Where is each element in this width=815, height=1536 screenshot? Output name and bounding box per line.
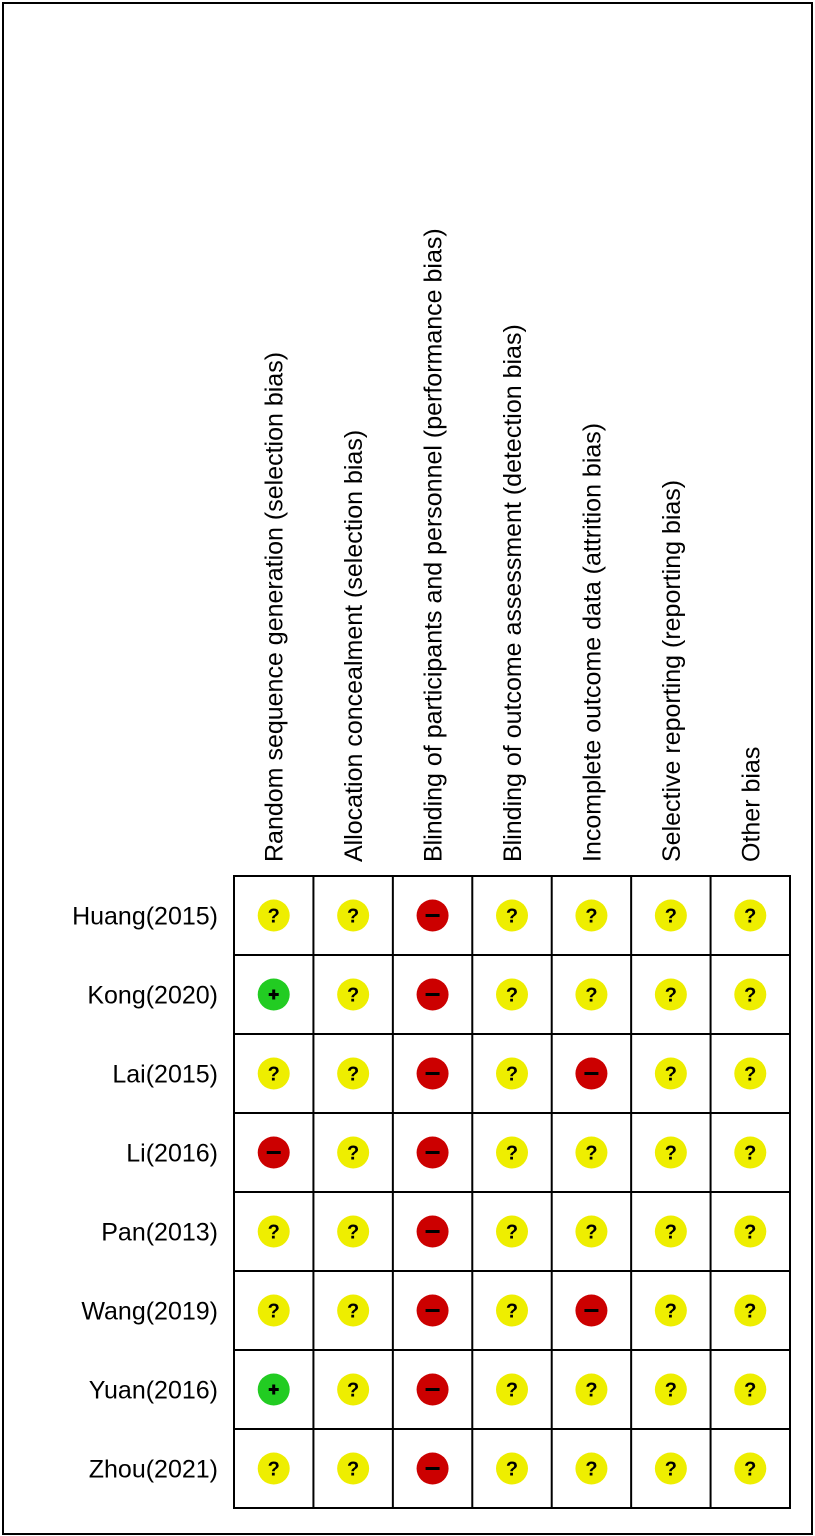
- question-mark-icon: ?: [347, 1458, 360, 1481]
- judgement-unclear-icon: [337, 1058, 369, 1090]
- minus-icon: [426, 1151, 440, 1154]
- minus-icon: [426, 1467, 440, 1470]
- minus-icon: [584, 1309, 598, 1312]
- domain-header-4: Blinding of outcome assessment (detection bias): [499, 324, 527, 862]
- question-mark-icon: ?: [347, 905, 360, 928]
- question-mark-icon: ?: [267, 905, 280, 928]
- question-mark-icon: ?: [505, 1458, 519, 1481]
- judgement-unclear-icon: [496, 1058, 528, 1090]
- judgement-unclear-icon: [258, 1058, 290, 1090]
- judgement-unclear-icon: [496, 1295, 528, 1327]
- question-mark-icon: ?: [347, 1221, 360, 1244]
- judgement-unclear-icon: [575, 1453, 607, 1485]
- judgement-unclear-icon: [655, 979, 687, 1011]
- judgement-high-icon: [575, 1058, 607, 1090]
- judgement-unclear-icon: [496, 1216, 528, 1248]
- judgement-unclear-icon: [258, 1295, 290, 1327]
- judgement-unclear-icon: [337, 1216, 369, 1248]
- judgement-unclear-icon: [655, 900, 687, 932]
- question-mark-icon: ?: [347, 1063, 360, 1086]
- judgement-unclear-icon: [337, 979, 369, 1011]
- judgement-low-icon: [258, 979, 290, 1011]
- judgement-high-icon: [417, 1453, 449, 1485]
- domain-header-5: Incomplete outcome data (attrition bias): [578, 422, 607, 862]
- judgement-unclear-icon: [496, 1374, 528, 1406]
- judgement-high-icon: [417, 1058, 449, 1090]
- judgement-high-icon: [417, 1216, 449, 1248]
- judgement-unclear-icon: [655, 1137, 687, 1169]
- question-mark-icon: ?: [744, 984, 757, 1007]
- minus-icon: [426, 1072, 440, 1075]
- minus-icon: [426, 1388, 440, 1391]
- question-mark-icon: ?: [347, 1300, 360, 1323]
- judgement-unclear-icon: [655, 1295, 687, 1327]
- judgement-high-icon: [417, 1137, 449, 1169]
- judgement-unclear-icon: [496, 900, 528, 932]
- question-mark-icon: ?: [505, 1300, 519, 1323]
- question-mark-icon: ?: [505, 905, 519, 928]
- domain-header-2: Allocation concealment (selection bias): [340, 429, 369, 862]
- plus-icon-v: [272, 990, 275, 1000]
- question-mark-icon: ?: [347, 1142, 360, 1165]
- judgement-unclear-icon: [734, 1137, 766, 1169]
- judgement-unclear-icon: [258, 1216, 290, 1248]
- question-mark-icon: ?: [744, 1300, 757, 1323]
- question-mark-icon: ?: [585, 1458, 598, 1481]
- judgement-high-icon: [258, 1137, 290, 1169]
- judgement-unclear-icon: [337, 1295, 369, 1327]
- judgement-unclear-icon: [655, 1374, 687, 1406]
- question-mark-icon: ?: [585, 1379, 598, 1402]
- question-mark-icon: ?: [664, 1300, 677, 1323]
- minus-icon: [584, 1072, 598, 1075]
- judgement-unclear-icon: [575, 1137, 607, 1169]
- judgement-unclear-icon: [734, 979, 766, 1011]
- domain-headers: [261, 228, 766, 862]
- study-label: Li(2016): [126, 1139, 218, 1168]
- question-mark-icon: ?: [585, 1221, 598, 1244]
- question-mark-icon: ?: [664, 1063, 677, 1086]
- judgement-unclear-icon: [337, 1137, 369, 1169]
- judgement-unclear-icon: [496, 979, 528, 1011]
- minus-icon: [426, 914, 440, 917]
- question-mark-icon: ?: [664, 1142, 677, 1165]
- table-grid: [234, 876, 790, 1508]
- question-mark-icon: ?: [664, 1379, 677, 1402]
- question-mark-icon: ?: [267, 1300, 280, 1323]
- judgement-high-icon: [575, 1295, 607, 1327]
- judgement-unclear-icon: [734, 1453, 766, 1485]
- study-label: Wang(2019): [81, 1297, 218, 1326]
- question-mark-icon: ?: [744, 1142, 757, 1165]
- question-mark-icon: ?: [744, 1458, 757, 1481]
- study-label: Lai(2015): [112, 1060, 218, 1089]
- minus-icon: [267, 1151, 281, 1154]
- domain-header-1: Random sequence generation (selection bias): [260, 351, 289, 862]
- question-mark-icon: ?: [267, 1063, 280, 1086]
- domain-header-7: Other bias: [737, 746, 766, 862]
- study-label: Yuan(2016): [88, 1376, 218, 1405]
- judgement-unclear-icon: [575, 979, 607, 1011]
- judgement-high-icon: [417, 979, 449, 1011]
- question-mark-icon: ?: [664, 1221, 677, 1244]
- study-label: Kong(2020): [87, 981, 218, 1010]
- question-mark-icon: ?: [744, 905, 757, 928]
- question-mark-icon: ?: [585, 1142, 598, 1165]
- judgement-low-icon: [258, 1374, 290, 1406]
- question-mark-icon: ?: [505, 1221, 519, 1244]
- question-mark-icon: ?: [505, 1379, 519, 1402]
- judgement-unclear-icon: [575, 1216, 607, 1248]
- domain-header-3: Blinding of participants and personnel (performance bias): [419, 228, 448, 862]
- study-label: Huang(2015): [72, 902, 218, 931]
- judgement-unclear-icon: [496, 1453, 528, 1485]
- judgement-unclear-icon: [337, 1453, 369, 1485]
- question-mark-icon: ?: [347, 1379, 360, 1402]
- question-mark-icon: ?: [664, 905, 677, 928]
- question-mark-icon: ?: [744, 1063, 757, 1086]
- study-label: Pan(2013): [101, 1218, 218, 1247]
- judgement-high-icon: [417, 1295, 449, 1327]
- judgement-unclear-icon: [655, 1216, 687, 1248]
- question-mark-icon: ?: [744, 1379, 757, 1402]
- judgement-unclear-icon: [337, 1374, 369, 1406]
- judgement-high-icon: [417, 900, 449, 932]
- plus-icon-v: [272, 1385, 275, 1395]
- question-mark-icon: ?: [585, 984, 598, 1007]
- question-mark-icon: ?: [347, 984, 360, 1007]
- judgement-unclear-icon: [575, 1374, 607, 1406]
- judgement-unclear-icon: [734, 900, 766, 932]
- question-mark-icon: ?: [505, 984, 519, 1007]
- study-labels: [72, 903, 218, 1484]
- judgement-unclear-icon: [575, 900, 607, 932]
- judgement-unclear-icon: [734, 1374, 766, 1406]
- question-mark-icon: ?: [664, 984, 677, 1007]
- study-label: Zhou(2021): [88, 1455, 218, 1484]
- judgement-unclear-icon: [496, 1137, 528, 1169]
- judgement-unclear-icon: [655, 1058, 687, 1090]
- judgement-unclear-icon: [734, 1058, 766, 1090]
- minus-icon: [426, 1309, 440, 1312]
- question-mark-icon: ?: [744, 1221, 757, 1244]
- minus-icon: [426, 1230, 440, 1233]
- question-mark-icon: ?: [505, 1142, 519, 1165]
- question-mark-icon: ?: [267, 1458, 280, 1481]
- question-mark-icon: ?: [585, 905, 598, 928]
- judgement-unclear-icon: [337, 900, 369, 932]
- judgement-unclear-icon: [258, 900, 290, 932]
- judgement-unclear-icon: [734, 1216, 766, 1248]
- judgement-high-icon: [417, 1374, 449, 1406]
- judgement-unclear-icon: [258, 1453, 290, 1485]
- question-mark-icon: ?: [505, 1063, 519, 1086]
- question-mark-icon: ?: [267, 1221, 280, 1244]
- minus-icon: [426, 993, 440, 996]
- question-mark-icon: ?: [664, 1458, 677, 1481]
- judgement-unclear-icon: [734, 1295, 766, 1327]
- judgement-unclear-icon: [655, 1453, 687, 1485]
- domain-header-6: Selective reporting (reporting bias): [657, 479, 686, 862]
